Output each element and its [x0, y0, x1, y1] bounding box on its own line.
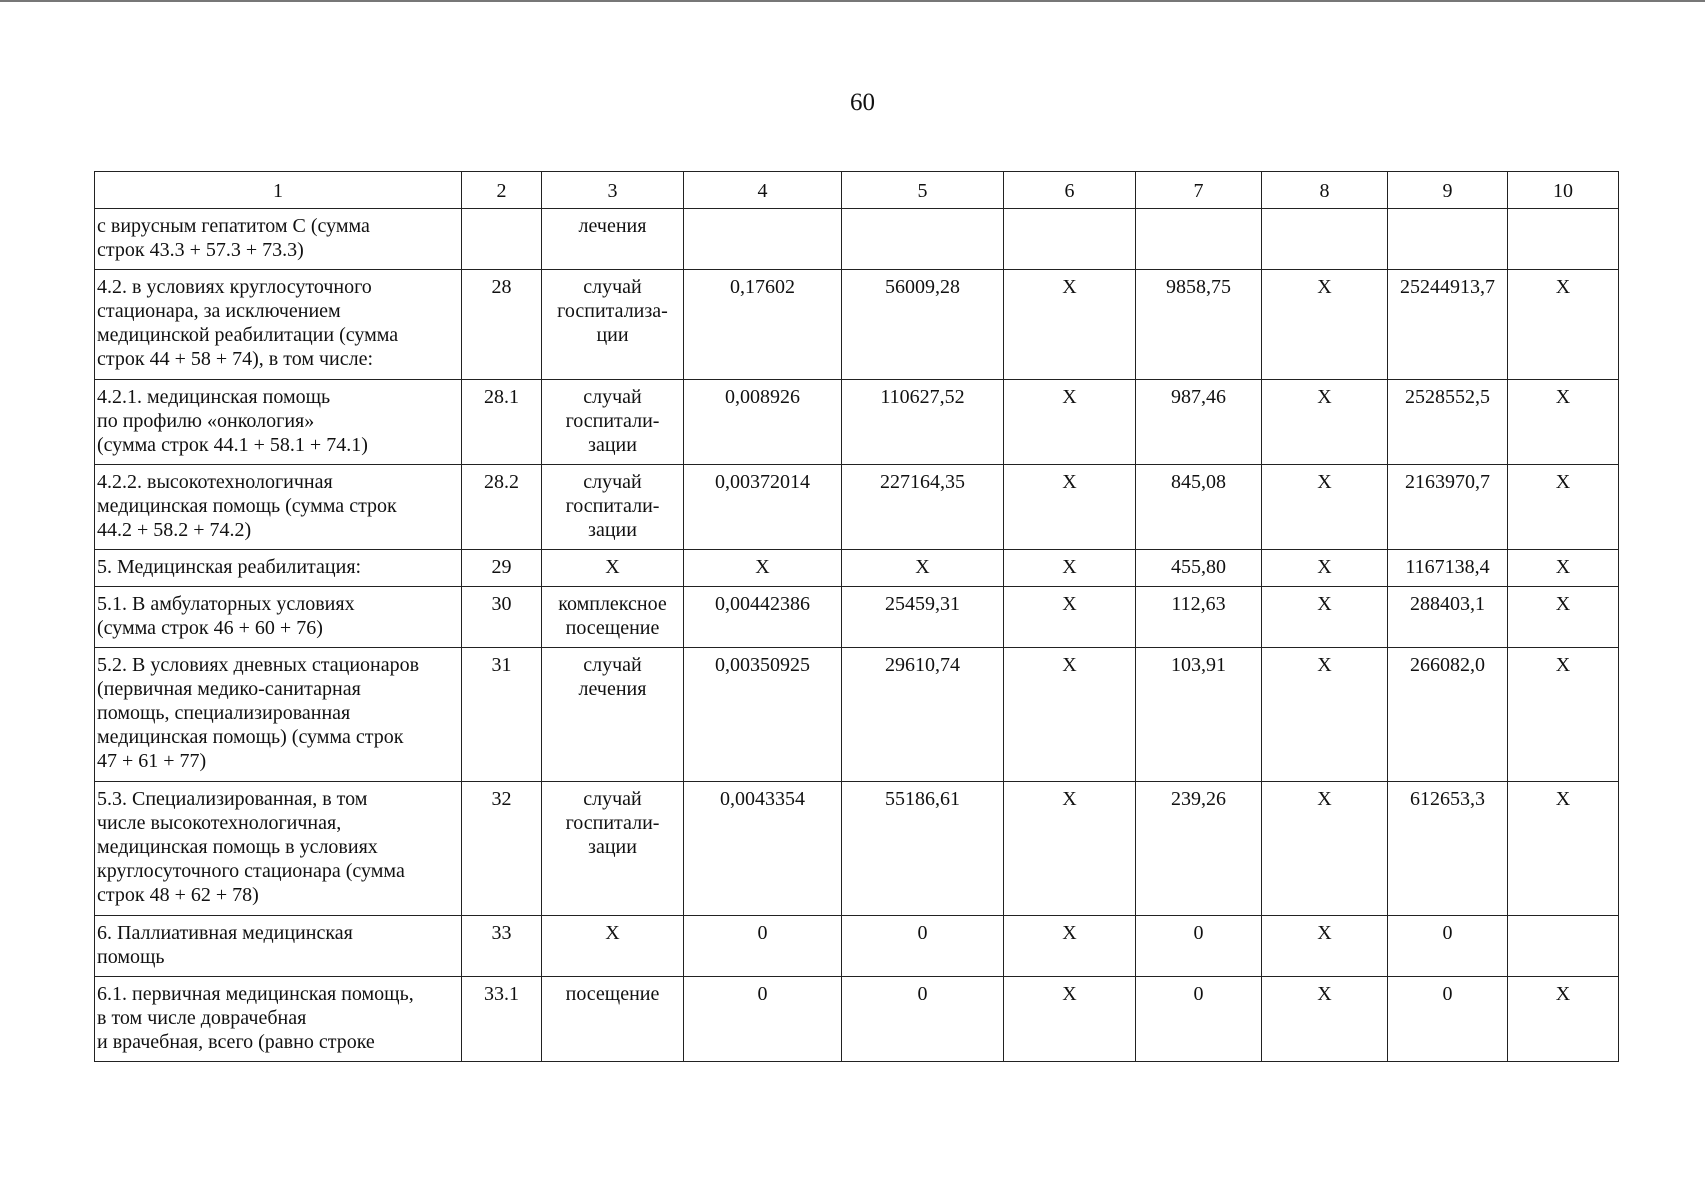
row-label-cell: 5. Медицинская реабилитация:	[95, 550, 462, 587]
table-cell: Х	[542, 916, 684, 977]
table-cell: Х	[1262, 380, 1388, 465]
table-cell: 29610,74	[842, 648, 1004, 782]
table-cell: 112,63	[1136, 587, 1262, 648]
table-cell: 0,00350925	[684, 648, 842, 782]
table-cell	[1508, 916, 1619, 977]
table-cell: Х	[1004, 587, 1136, 648]
table-cell	[842, 209, 1004, 270]
table-row	[95, 550, 1619, 587]
table-cell: 28	[462, 270, 542, 380]
table-row	[95, 587, 1619, 648]
table-cell: 288403,1	[1388, 587, 1508, 648]
table-cell: 32	[462, 782, 542, 916]
table-cell: Х	[1262, 916, 1388, 977]
table-cell: Х	[1262, 977, 1388, 1062]
row-label-cell: 5.3. Специализированная, в том числе высокотехнологичная, медицинская помощь в условиях круглосуточного стационара (сумма строк 48 + 62 + 78)	[95, 782, 462, 916]
table-cell: 33.1	[462, 977, 542, 1062]
table-cell: 25459,31	[842, 587, 1004, 648]
header-cell: 2	[462, 172, 542, 209]
table-row	[95, 465, 1619, 550]
table-cell: случай госпитализа- ции	[542, 270, 684, 380]
table-row	[95, 977, 1619, 1062]
table-cell	[1508, 209, 1619, 270]
row-label-cell: 4.2. в условиях круглосуточного стационара, за исключением медицинской реабилитации (сумма строк 44 + 58 + 74), в том числе:	[95, 270, 462, 380]
table-cell: 0,00442386	[684, 587, 842, 648]
table-cell: Х	[1508, 380, 1619, 465]
header-cell: 10	[1508, 172, 1619, 209]
table-cell: 25244913,7	[1388, 270, 1508, 380]
table-cell	[1136, 209, 1262, 270]
table-cell: 612653,3	[1388, 782, 1508, 916]
table-cell: лечения	[542, 209, 684, 270]
page-number: 60	[850, 89, 875, 116]
table-row	[95, 270, 1619, 380]
table-cell: Х	[1262, 587, 1388, 648]
table-cell: Х	[1004, 648, 1136, 782]
scan-top-edge	[0, 0, 1705, 2]
table-cell: 55186,61	[842, 782, 1004, 916]
table-cell: 0	[1388, 977, 1508, 1062]
table-cell: 1167138,4	[1388, 550, 1508, 587]
table-cell: 56009,28	[842, 270, 1004, 380]
table-cell	[1004, 209, 1136, 270]
header-cell: 8	[1262, 172, 1388, 209]
table-cell: 455,80	[1136, 550, 1262, 587]
header-cell: 5	[842, 172, 1004, 209]
table-cell: Х	[1004, 977, 1136, 1062]
table-cell	[1262, 209, 1388, 270]
header-cell: 7	[1136, 172, 1262, 209]
table-cell: Х	[1004, 270, 1136, 380]
table-cell	[684, 209, 842, 270]
table-cell: Х	[1508, 977, 1619, 1062]
table-cell: Х	[1262, 550, 1388, 587]
table-cell: 266082,0	[1388, 648, 1508, 782]
table-cell: 29	[462, 550, 542, 587]
table-cell: 110627,52	[842, 380, 1004, 465]
header-cell: 4	[684, 172, 842, 209]
table-cell: 33	[462, 916, 542, 977]
table-row	[95, 916, 1619, 977]
table-cell: Х	[1262, 648, 1388, 782]
table-cell: случай лечения	[542, 648, 684, 782]
row-label-cell: 6. Паллиативная медицинская помощь	[95, 916, 462, 977]
header-cell: 6	[1004, 172, 1136, 209]
table-row	[95, 209, 1619, 270]
table-cell: 103,91	[1136, 648, 1262, 782]
table-cell: комплексное посещение	[542, 587, 684, 648]
table-cell	[462, 209, 542, 270]
table-cell: Х	[1004, 916, 1136, 977]
row-label-cell: 4.2.1. медицинская помощь по профилю «онкология» (сумма строк 44.1 + 58.1 + 74.1)	[95, 380, 462, 465]
table-row	[95, 782, 1619, 916]
table-cell: Х	[1004, 465, 1136, 550]
row-label-cell: 5.2. В условиях дневных стационаров (первичная медико-санитарная помощь, специализированная медицинская помощь) (сумма строк 47 + 61 + 77)	[95, 648, 462, 782]
table-row	[95, 380, 1619, 465]
row-label-cell: 5.1. В амбулаторных условиях (сумма строк 46 + 60 + 76)	[95, 587, 462, 648]
table-cell: случай госпитали- зации	[542, 380, 684, 465]
table-cell: 0,008926	[684, 380, 842, 465]
table-header-row	[95, 172, 1619, 209]
table-cell: Х	[1508, 270, 1619, 380]
table-cell: Х	[1508, 587, 1619, 648]
table-cell: 28.1	[462, 380, 542, 465]
table-cell: 0	[1388, 916, 1508, 977]
table-cell: 0	[684, 916, 842, 977]
table-cell: 987,46	[1136, 380, 1262, 465]
table-cell: 0	[1136, 977, 1262, 1062]
table-cell: 31	[462, 648, 542, 782]
table-cell: Х	[1004, 550, 1136, 587]
table-cell: 239,26	[1136, 782, 1262, 916]
table-cell: Х	[1262, 782, 1388, 916]
table-cell: Х	[1004, 380, 1136, 465]
table-cell: 845,08	[1136, 465, 1262, 550]
table-cell: Х	[1262, 270, 1388, 380]
table-cell: 28.2	[462, 465, 542, 550]
row-label-cell: 6.1. первичная медицинская помощь, в том числе доврачебная и врачебная, всего (равно строке	[95, 977, 462, 1062]
table-cell: Х	[1508, 465, 1619, 550]
table-cell: Х	[1508, 648, 1619, 782]
table-cell: Х	[542, 550, 684, 587]
table-cell: 0	[842, 977, 1004, 1062]
row-label-cell: 4.2.2. высокотехнологичная медицинская помощь (сумма строк 44.2 + 58.2 + 74.2)	[95, 465, 462, 550]
table-cell: посещение	[542, 977, 684, 1062]
header-cell: 3	[542, 172, 684, 209]
table-cell: 9858,75	[1136, 270, 1262, 380]
table-cell: случай госпитали- зации	[542, 782, 684, 916]
table-cell	[1388, 209, 1508, 270]
row-label-cell: с вирусным гепатитом С (сумма строк 43.3 + 57.3 + 73.3)	[95, 209, 462, 270]
table-cell: Х	[842, 550, 1004, 587]
header-cell: 1	[95, 172, 462, 209]
table-cell: 227164,35	[842, 465, 1004, 550]
table-cell: 0	[684, 977, 842, 1062]
table-cell: 0	[842, 916, 1004, 977]
table-cell: Х	[684, 550, 842, 587]
table-cell: 0,17602	[684, 270, 842, 380]
table-row	[95, 648, 1619, 782]
table-cell: случай госпитали- зации	[542, 465, 684, 550]
table-cell: 0,0043354	[684, 782, 842, 916]
table-cell: 30	[462, 587, 542, 648]
table-cell: 0	[1136, 916, 1262, 977]
table-cell: Х	[1004, 782, 1136, 916]
table-cell: 2528552,5	[1388, 380, 1508, 465]
table-cell: 2163970,7	[1388, 465, 1508, 550]
table-cell: Х	[1508, 550, 1619, 587]
table-cell: 0,00372014	[684, 465, 842, 550]
header-cell: 9	[1388, 172, 1508, 209]
table-cell: Х	[1262, 465, 1388, 550]
data-table	[94, 171, 1619, 1062]
table-cell: Х	[1508, 782, 1619, 916]
